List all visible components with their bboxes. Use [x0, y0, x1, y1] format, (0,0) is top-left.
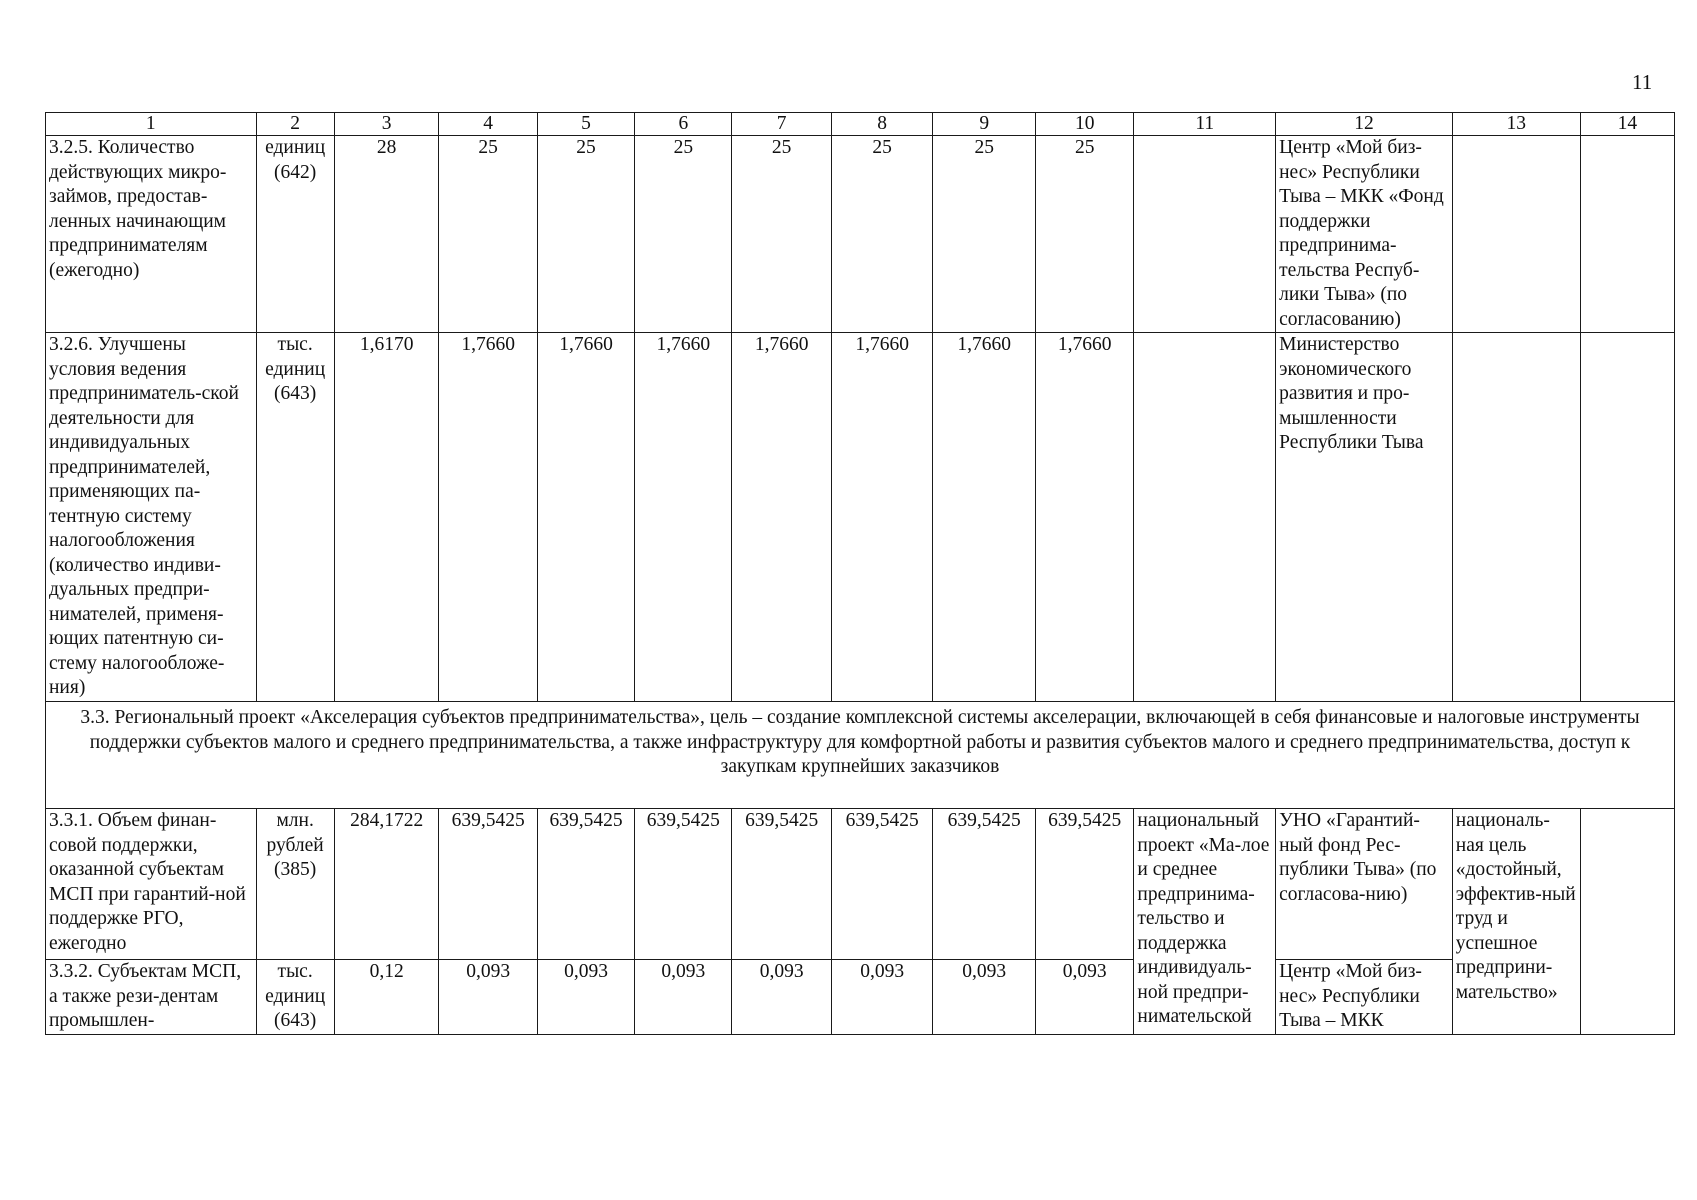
note-cell: [1580, 809, 1674, 1035]
unit-cell: млн. рублей (385): [256, 809, 334, 960]
responsible-cell: УНО «Гарантий-ный фонд Рес-публики Тыва» (по согласова-нию): [1276, 809, 1453, 960]
column-number-row: [46, 113, 1675, 136]
goal-cell: националь-ная цель «достойный, эффектив-ный труд и успешное предприни-мательство»: [1452, 809, 1580, 1035]
value-cell: 25: [933, 136, 1036, 333]
value-cell: 0,093: [831, 960, 933, 1035]
value-cell: 639,5425: [732, 809, 831, 960]
value-cell: 639,5425: [933, 809, 1036, 960]
value-cell: 0,093: [537, 960, 634, 1035]
value-cell: 25: [439, 136, 537, 333]
value-cell: 0,093: [732, 960, 831, 1035]
value-cell: 639,5425: [1036, 809, 1134, 960]
project-cell: национальный проект «Ма-лое и среднее предпринима-тельство и поддержка индивидуаль-ной предпри-нимательской: [1134, 809, 1276, 1035]
column-number: 14: [1580, 113, 1674, 136]
column-number: 9: [933, 113, 1036, 136]
value-cell: 639,5425: [439, 809, 537, 960]
value-cell: 639,5425: [831, 809, 933, 960]
value-cell: 28: [334, 136, 439, 333]
column-number: 8: [831, 113, 933, 136]
project-cell: [1134, 136, 1276, 333]
value-cell: 0,093: [635, 960, 732, 1035]
column-number: 13: [1452, 113, 1580, 136]
value-cell: 284,1722: [334, 809, 439, 960]
goal-cell: [1452, 136, 1580, 333]
value-cell: 1,7660: [933, 333, 1036, 702]
value-cell: 0,12: [334, 960, 439, 1035]
column-number: 12: [1276, 113, 1453, 136]
column-number: 5: [537, 113, 634, 136]
unit-cell: единиц (642): [256, 136, 334, 333]
indicator-cell: 3.3.1. Объем финан-совой поддержки, оказанной субъектам МСП при гарантий-ной поддержке РГО, ежегодно: [46, 809, 257, 960]
note-cell: [1580, 136, 1674, 333]
column-number: 11: [1134, 113, 1276, 136]
indicator-cell: 3.3.2. Субъектам МСП, а также рези-дентам промышлен-: [46, 960, 257, 1035]
value-cell: 1,7660: [732, 333, 831, 702]
section-row: [46, 702, 1675, 809]
value-cell: 1,6170: [334, 333, 439, 702]
note-cell: [1580, 333, 1674, 702]
table-row: [46, 809, 1675, 960]
column-number: 10: [1036, 113, 1134, 136]
value-cell: 25: [537, 136, 634, 333]
table-row: [46, 333, 1675, 702]
value-cell: 1,7660: [831, 333, 933, 702]
responsible-cell: Министерство экономического развития и про-мышленности Республики Тыва: [1276, 333, 1453, 702]
value-cell: 0,093: [1036, 960, 1134, 1035]
unit-cell: тыс. единиц (643): [256, 333, 334, 702]
value-cell: 1,7660: [635, 333, 732, 702]
value-cell: 639,5425: [635, 809, 732, 960]
responsible-cell: Центр «Мой биз-нес» Республики Тыва – МКК: [1276, 960, 1453, 1035]
indicator-cell: 3.2.5. Количество действующих микро-займов, предостав-ленных начинающим предпринимателям (ежегодно): [46, 136, 257, 333]
column-number: 6: [635, 113, 732, 136]
unit-cell: тыс. единиц (643): [256, 960, 334, 1035]
value-cell: 639,5425: [537, 809, 634, 960]
column-number: 2: [256, 113, 334, 136]
indicator-cell: 3.2.6. Улучшены условия ведения предприниматель-ской деятельности для индивидуальных предпринимателей, применяющих па-тентную систему налогообложения (количество индиви-дуальных предпри-нимателей, применя-ющих патентную си-стему налогообложе-ния): [46, 333, 257, 702]
page-number: 11: [1632, 70, 1653, 94]
column-number: 1: [46, 113, 257, 136]
column-number: 7: [732, 113, 831, 136]
value-cell: 1,7660: [439, 333, 537, 702]
value-cell: 0,093: [439, 960, 537, 1035]
responsible-cell: Центр «Мой биз-нес» Республики Тыва – МКК «Фонд поддержки предпринима-тельства Респуб-лики Тыва» (по согласованию): [1276, 136, 1453, 333]
table-row: [46, 960, 1675, 1035]
value-cell: 1,7660: [537, 333, 634, 702]
value-cell: 25: [635, 136, 732, 333]
indicators-table: [45, 112, 1675, 1035]
value-cell: 25: [1036, 136, 1134, 333]
value-cell: 1,7660: [1036, 333, 1134, 702]
project-cell: [1134, 333, 1276, 702]
value-cell: 25: [732, 136, 831, 333]
table-row: [46, 136, 1675, 333]
column-number: 3: [334, 113, 439, 136]
value-cell: 0,093: [933, 960, 1036, 1035]
section-heading: 3.3. Региональный проект «Акселерация субъектов предпринимательства», цель – создание комплексной системы акселерации, включающей в себя финансовые и налоговые инструменты поддержки субъектов малого и среднего предпринимательства, а также инфраструктуру для комфортной работы и развития субъектов малого и среднего предпринимательства, доступ к закупкам крупнейших заказчиков: [46, 702, 1675, 809]
column-number: 4: [439, 113, 537, 136]
goal-cell: [1452, 333, 1580, 702]
value-cell: 25: [831, 136, 933, 333]
